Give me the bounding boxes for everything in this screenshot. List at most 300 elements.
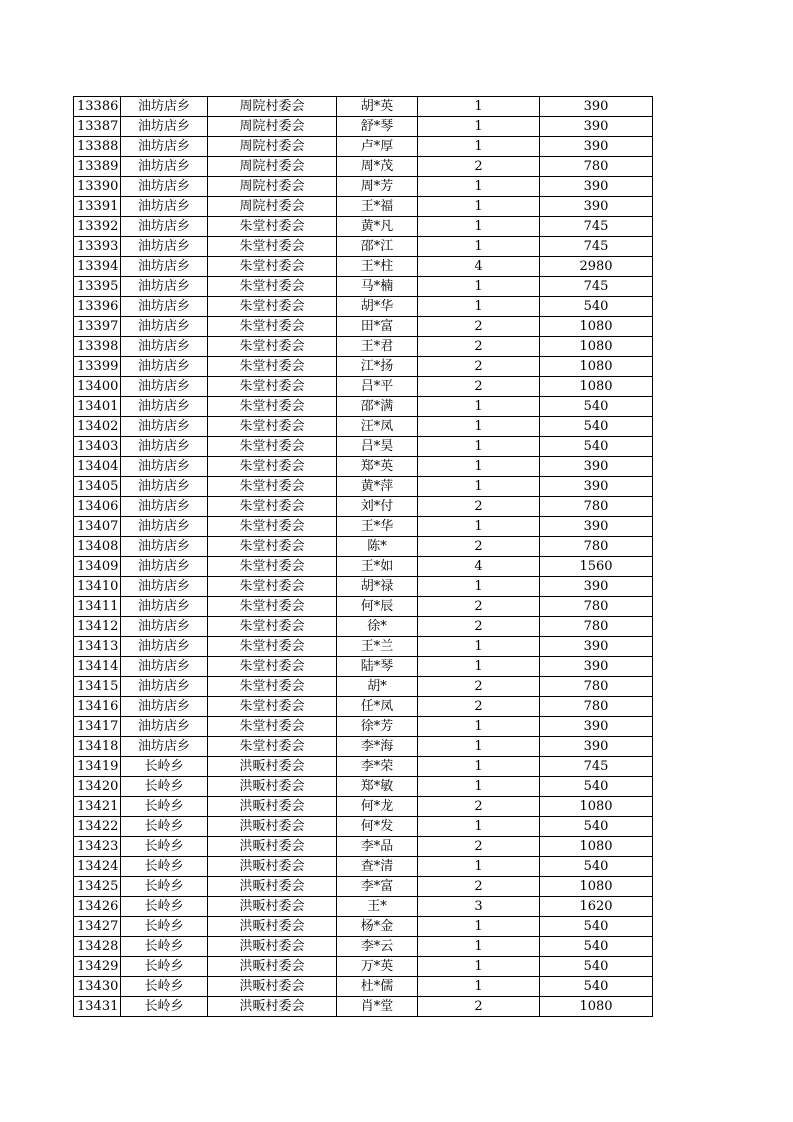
amount-cell: 540 xyxy=(540,297,653,317)
village-cell: 朱堂村委会 xyxy=(208,537,337,557)
town-cell: 长岭乡 xyxy=(121,837,208,857)
name-cell: 李*海 xyxy=(337,737,418,757)
record-id-cell: 13389 xyxy=(74,157,121,177)
count-cell: 1 xyxy=(418,397,540,417)
table-row xyxy=(74,597,653,617)
amount-cell: 540 xyxy=(540,777,653,797)
table-row xyxy=(74,917,653,937)
name-cell: 王*柱 xyxy=(337,257,418,277)
record-id-cell: 13414 xyxy=(74,657,121,677)
village-cell: 朱堂村委会 xyxy=(208,277,337,297)
count-cell: 4 xyxy=(418,557,540,577)
village-cell: 朱堂村委会 xyxy=(208,317,337,337)
name-cell: 胡*英 xyxy=(337,97,418,117)
amount-cell: 745 xyxy=(540,757,653,777)
table-row xyxy=(74,337,653,357)
table-row xyxy=(74,317,653,337)
record-id-cell: 13430 xyxy=(74,977,121,997)
record-id-cell: 13425 xyxy=(74,877,121,897)
town-cell: 油坊店乡 xyxy=(121,257,208,277)
name-cell: 胡* xyxy=(337,677,418,697)
count-cell: 4 xyxy=(418,257,540,277)
village-cell: 周院村委会 xyxy=(208,97,337,117)
amount-cell: 780 xyxy=(540,497,653,517)
count-cell: 1 xyxy=(418,277,540,297)
record-id-cell: 13392 xyxy=(74,217,121,237)
name-cell: 万*英 xyxy=(337,957,418,977)
town-cell: 油坊店乡 xyxy=(121,517,208,537)
name-cell: 周*茂 xyxy=(337,157,418,177)
village-cell: 朱堂村委会 xyxy=(208,717,337,737)
record-id-cell: 13386 xyxy=(74,97,121,117)
table-row xyxy=(74,677,653,697)
village-cell: 朱堂村委会 xyxy=(208,477,337,497)
town-cell: 油坊店乡 xyxy=(121,637,208,657)
amount-cell: 390 xyxy=(540,177,653,197)
amount-cell: 1080 xyxy=(540,317,653,337)
name-cell: 李*荣 xyxy=(337,757,418,777)
village-cell: 朱堂村委会 xyxy=(208,557,337,577)
data-table xyxy=(73,96,653,1017)
record-id-cell: 13413 xyxy=(74,637,121,657)
village-cell: 周院村委会 xyxy=(208,137,337,157)
amount-cell: 780 xyxy=(540,697,653,717)
name-cell: 徐*芳 xyxy=(337,717,418,737)
amount-cell: 390 xyxy=(540,577,653,597)
table-row xyxy=(74,177,653,197)
table-row xyxy=(74,577,653,597)
table-row xyxy=(74,297,653,317)
village-cell: 朱堂村委会 xyxy=(208,737,337,757)
record-id-cell: 13397 xyxy=(74,317,121,337)
record-id-cell: 13410 xyxy=(74,577,121,597)
name-cell: 何*辰 xyxy=(337,597,418,617)
table-row xyxy=(74,777,653,797)
table-row xyxy=(74,757,653,777)
village-cell: 洪畈村委会 xyxy=(208,777,337,797)
name-cell: 黄*凡 xyxy=(337,217,418,237)
town-cell: 长岭乡 xyxy=(121,857,208,877)
count-cell: 2 xyxy=(418,357,540,377)
name-cell: 王*福 xyxy=(337,197,418,217)
table-row xyxy=(74,797,653,817)
name-cell: 卢*厚 xyxy=(337,137,418,157)
name-cell: 徐* xyxy=(337,617,418,637)
village-cell: 朱堂村委会 xyxy=(208,637,337,657)
town-cell: 油坊店乡 xyxy=(121,157,208,177)
name-cell: 肖*堂 xyxy=(337,997,418,1017)
record-id-cell: 13393 xyxy=(74,237,121,257)
town-cell: 油坊店乡 xyxy=(121,677,208,697)
name-cell: 李*云 xyxy=(337,937,418,957)
name-cell: 王*华 xyxy=(337,517,418,537)
name-cell: 陆*琴 xyxy=(337,657,418,677)
amount-cell: 745 xyxy=(540,277,653,297)
town-cell: 油坊店乡 xyxy=(121,137,208,157)
name-cell: 舒*琴 xyxy=(337,117,418,137)
village-cell: 朱堂村委会 xyxy=(208,377,337,397)
town-cell: 油坊店乡 xyxy=(121,537,208,557)
count-cell: 1 xyxy=(418,217,540,237)
village-cell: 朱堂村委会 xyxy=(208,257,337,277)
town-cell: 油坊店乡 xyxy=(121,277,208,297)
amount-cell: 540 xyxy=(540,857,653,877)
village-cell: 洪畈村委会 xyxy=(208,877,337,897)
record-id-cell: 13400 xyxy=(74,377,121,397)
amount-cell: 1080 xyxy=(540,337,653,357)
count-cell: 2 xyxy=(418,617,540,637)
town-cell: 长岭乡 xyxy=(121,777,208,797)
amount-cell: 1080 xyxy=(540,797,653,817)
town-cell: 长岭乡 xyxy=(121,877,208,897)
name-cell: 郑*敏 xyxy=(337,777,418,797)
amount-cell: 390 xyxy=(540,737,653,757)
name-cell: 胡*华 xyxy=(337,297,418,317)
record-id-cell: 13431 xyxy=(74,997,121,1017)
village-cell: 洪畈村委会 xyxy=(208,937,337,957)
amount-cell: 1560 xyxy=(540,557,653,577)
amount-cell: 780 xyxy=(540,157,653,177)
name-cell: 江*扬 xyxy=(337,357,418,377)
record-id-cell: 13404 xyxy=(74,457,121,477)
amount-cell: 2980 xyxy=(540,257,653,277)
amount-cell: 390 xyxy=(540,137,653,157)
record-id-cell: 13409 xyxy=(74,557,121,577)
town-cell: 油坊店乡 xyxy=(121,577,208,597)
table-row xyxy=(74,837,653,857)
town-cell: 油坊店乡 xyxy=(121,617,208,637)
amount-cell: 1080 xyxy=(540,357,653,377)
name-cell: 任*凤 xyxy=(337,697,418,717)
town-cell: 长岭乡 xyxy=(121,757,208,777)
record-id-cell: 13417 xyxy=(74,717,121,737)
amount-cell: 780 xyxy=(540,677,653,697)
record-id-cell: 13391 xyxy=(74,197,121,217)
village-cell: 朱堂村委会 xyxy=(208,357,337,377)
village-cell: 周院村委会 xyxy=(208,157,337,177)
count-cell: 2 xyxy=(418,797,540,817)
table-row xyxy=(74,277,653,297)
name-cell: 李*富 xyxy=(337,877,418,897)
town-cell: 油坊店乡 xyxy=(121,337,208,357)
town-cell: 油坊店乡 xyxy=(121,317,208,337)
name-cell: 陈* xyxy=(337,537,418,557)
amount-cell: 540 xyxy=(540,417,653,437)
name-cell: 田*富 xyxy=(337,317,418,337)
count-cell: 1 xyxy=(418,177,540,197)
count-cell: 3 xyxy=(418,897,540,917)
village-cell: 朱堂村委会 xyxy=(208,457,337,477)
name-cell: 王*兰 xyxy=(337,637,418,657)
village-cell: 朱堂村委会 xyxy=(208,577,337,597)
amount-cell: 390 xyxy=(540,117,653,137)
village-cell: 周院村委会 xyxy=(208,177,337,197)
amount-cell: 390 xyxy=(540,477,653,497)
amount-cell: 780 xyxy=(540,617,653,637)
table-row xyxy=(74,97,653,117)
town-cell: 油坊店乡 xyxy=(121,657,208,677)
village-cell: 朱堂村委会 xyxy=(208,497,337,517)
amount-cell: 540 xyxy=(540,977,653,997)
table-row xyxy=(74,497,653,517)
count-cell: 1 xyxy=(418,237,540,257)
count-cell: 2 xyxy=(418,597,540,617)
record-id-cell: 13419 xyxy=(74,757,121,777)
name-cell: 刘*付 xyxy=(337,497,418,517)
record-id-cell: 13415 xyxy=(74,677,121,697)
town-cell: 油坊店乡 xyxy=(121,457,208,477)
record-id-cell: 13394 xyxy=(74,257,121,277)
amount-cell: 390 xyxy=(540,97,653,117)
record-id-cell: 13416 xyxy=(74,697,121,717)
record-id-cell: 13398 xyxy=(74,337,121,357)
count-cell: 2 xyxy=(418,537,540,557)
amount-cell: 390 xyxy=(540,657,653,677)
count-cell: 1 xyxy=(418,917,540,937)
record-id-cell: 13403 xyxy=(74,437,121,457)
name-cell: 李*品 xyxy=(337,837,418,857)
record-id-cell: 13395 xyxy=(74,277,121,297)
table-row xyxy=(74,557,653,577)
village-cell: 朱堂村委会 xyxy=(208,697,337,717)
village-cell: 朱堂村委会 xyxy=(208,397,337,417)
town-cell: 油坊店乡 xyxy=(121,357,208,377)
town-cell: 长岭乡 xyxy=(121,977,208,997)
town-cell: 油坊店乡 xyxy=(121,497,208,517)
town-cell: 长岭乡 xyxy=(121,937,208,957)
count-cell: 1 xyxy=(418,717,540,737)
name-cell: 周*芳 xyxy=(337,177,418,197)
count-cell: 2 xyxy=(418,997,540,1017)
table-row xyxy=(74,697,653,717)
table-row xyxy=(74,637,653,657)
table-body xyxy=(74,97,653,1017)
table-row xyxy=(74,977,653,997)
amount-cell: 540 xyxy=(540,937,653,957)
name-cell: 吕*昊 xyxy=(337,437,418,457)
table-row xyxy=(74,157,653,177)
amount-cell: 540 xyxy=(540,437,653,457)
table-row xyxy=(74,217,653,237)
table-row xyxy=(74,537,653,557)
name-cell: 邵*满 xyxy=(337,397,418,417)
count-cell: 1 xyxy=(418,737,540,757)
town-cell: 长岭乡 xyxy=(121,897,208,917)
count-cell: 2 xyxy=(418,337,540,357)
record-id-cell: 13426 xyxy=(74,897,121,917)
amount-cell: 745 xyxy=(540,217,653,237)
name-cell: 杜*儒 xyxy=(337,977,418,997)
record-id-cell: 13412 xyxy=(74,617,121,637)
count-cell: 1 xyxy=(418,117,540,137)
count-cell: 1 xyxy=(418,857,540,877)
name-cell: 胡*禄 xyxy=(337,577,418,597)
count-cell: 1 xyxy=(418,417,540,437)
record-id-cell: 13396 xyxy=(74,297,121,317)
town-cell: 长岭乡 xyxy=(121,797,208,817)
town-cell: 长岭乡 xyxy=(121,957,208,977)
village-cell: 朱堂村委会 xyxy=(208,657,337,677)
town-cell: 油坊店乡 xyxy=(121,117,208,137)
count-cell: 1 xyxy=(418,817,540,837)
count-cell: 2 xyxy=(418,837,540,857)
amount-cell: 1080 xyxy=(540,877,653,897)
count-cell: 1 xyxy=(418,517,540,537)
amount-cell: 390 xyxy=(540,457,653,477)
town-cell: 油坊店乡 xyxy=(121,417,208,437)
table-row xyxy=(74,397,653,417)
village-cell: 洪畈村委会 xyxy=(208,837,337,857)
town-cell: 长岭乡 xyxy=(121,817,208,837)
amount-cell: 540 xyxy=(540,957,653,977)
village-cell: 洪畈村委会 xyxy=(208,797,337,817)
record-id-cell: 13418 xyxy=(74,737,121,757)
count-cell: 1 xyxy=(418,577,540,597)
name-cell: 何*发 xyxy=(337,817,418,837)
table-row xyxy=(74,457,653,477)
town-cell: 长岭乡 xyxy=(121,917,208,937)
count-cell: 2 xyxy=(418,317,540,337)
amount-cell: 390 xyxy=(540,197,653,217)
table-row xyxy=(74,197,653,217)
record-id-cell: 13387 xyxy=(74,117,121,137)
record-id-cell: 13408 xyxy=(74,537,121,557)
village-cell: 洪畈村委会 xyxy=(208,957,337,977)
town-cell: 油坊店乡 xyxy=(121,237,208,257)
count-cell: 2 xyxy=(418,377,540,397)
count-cell: 1 xyxy=(418,977,540,997)
town-cell: 油坊店乡 xyxy=(121,437,208,457)
record-id-cell: 13390 xyxy=(74,177,121,197)
table-row xyxy=(74,357,653,377)
village-cell: 朱堂村委会 xyxy=(208,417,337,437)
table-row xyxy=(74,417,653,437)
village-cell: 洪畈村委会 xyxy=(208,977,337,997)
count-cell: 1 xyxy=(418,97,540,117)
village-cell: 朱堂村委会 xyxy=(208,217,337,237)
table-row xyxy=(74,477,653,497)
count-cell: 1 xyxy=(418,757,540,777)
table-row xyxy=(74,137,653,157)
town-cell: 油坊店乡 xyxy=(121,177,208,197)
record-id-cell: 13401 xyxy=(74,397,121,417)
count-cell: 1 xyxy=(418,437,540,457)
village-cell: 洪畈村委会 xyxy=(208,897,337,917)
record-id-cell: 13429 xyxy=(74,957,121,977)
count-cell: 2 xyxy=(418,877,540,897)
village-cell: 朱堂村委会 xyxy=(208,597,337,617)
record-id-cell: 13422 xyxy=(74,817,121,837)
name-cell: 吕*平 xyxy=(337,377,418,397)
amount-cell: 780 xyxy=(540,597,653,617)
count-cell: 1 xyxy=(418,937,540,957)
table-row xyxy=(74,437,653,457)
table-row xyxy=(74,257,653,277)
town-cell: 油坊店乡 xyxy=(121,217,208,237)
table-row xyxy=(74,237,653,257)
table-row xyxy=(74,897,653,917)
record-id-cell: 13407 xyxy=(74,517,121,537)
record-id-cell: 13411 xyxy=(74,597,121,617)
name-cell: 查*清 xyxy=(337,857,418,877)
count-cell: 2 xyxy=(418,497,540,517)
record-id-cell: 13399 xyxy=(74,357,121,377)
name-cell: 王*如 xyxy=(337,557,418,577)
amount-cell: 390 xyxy=(540,637,653,657)
village-cell: 朱堂村委会 xyxy=(208,437,337,457)
town-cell: 油坊店乡 xyxy=(121,397,208,417)
name-cell: 王*君 xyxy=(337,337,418,357)
count-cell: 1 xyxy=(418,197,540,217)
record-id-cell: 13406 xyxy=(74,497,121,517)
town-cell: 油坊店乡 xyxy=(121,97,208,117)
town-cell: 油坊店乡 xyxy=(121,377,208,397)
name-cell: 马*楠 xyxy=(337,277,418,297)
count-cell: 1 xyxy=(418,297,540,317)
count-cell: 1 xyxy=(418,957,540,977)
village-cell: 洪畈村委会 xyxy=(208,857,337,877)
amount-cell: 390 xyxy=(540,717,653,737)
table-row xyxy=(74,997,653,1017)
town-cell: 油坊店乡 xyxy=(121,697,208,717)
amount-cell: 1080 xyxy=(540,837,653,857)
amount-cell: 540 xyxy=(540,817,653,837)
amount-cell: 540 xyxy=(540,917,653,937)
table-row xyxy=(74,857,653,877)
town-cell: 油坊店乡 xyxy=(121,557,208,577)
table-row xyxy=(74,617,653,637)
count-cell: 1 xyxy=(418,777,540,797)
amount-cell: 780 xyxy=(540,537,653,557)
village-cell: 周院村委会 xyxy=(208,197,337,217)
town-cell: 油坊店乡 xyxy=(121,597,208,617)
record-id-cell: 13424 xyxy=(74,857,121,877)
table-row xyxy=(74,737,653,757)
town-cell: 油坊店乡 xyxy=(121,197,208,217)
name-cell: 王* xyxy=(337,897,418,917)
village-cell: 朱堂村委会 xyxy=(208,237,337,257)
name-cell: 汪*凤 xyxy=(337,417,418,437)
town-cell: 油坊店乡 xyxy=(121,737,208,757)
count-cell: 1 xyxy=(418,137,540,157)
table-row xyxy=(74,717,653,737)
name-cell: 黄*萍 xyxy=(337,477,418,497)
count-cell: 1 xyxy=(418,637,540,657)
town-cell: 油坊店乡 xyxy=(121,297,208,317)
village-cell: 洪畈村委会 xyxy=(208,917,337,937)
count-cell: 2 xyxy=(418,157,540,177)
record-id-cell: 13402 xyxy=(74,417,121,437)
name-cell: 何*龙 xyxy=(337,797,418,817)
town-cell: 油坊店乡 xyxy=(121,717,208,737)
name-cell: 郑*英 xyxy=(337,457,418,477)
amount-cell: 540 xyxy=(540,397,653,417)
town-cell: 油坊店乡 xyxy=(121,477,208,497)
table-row xyxy=(74,957,653,977)
record-id-cell: 13428 xyxy=(74,937,121,957)
village-cell: 朱堂村委会 xyxy=(208,517,337,537)
record-id-cell: 13421 xyxy=(74,797,121,817)
count-cell: 2 xyxy=(418,677,540,697)
town-cell: 长岭乡 xyxy=(121,997,208,1017)
count-cell: 2 xyxy=(418,697,540,717)
village-cell: 朱堂村委会 xyxy=(208,297,337,317)
amount-cell: 745 xyxy=(540,237,653,257)
village-cell: 朱堂村委会 xyxy=(208,617,337,637)
record-id-cell: 13420 xyxy=(74,777,121,797)
village-cell: 朱堂村委会 xyxy=(208,677,337,697)
village-cell: 周院村委会 xyxy=(208,117,337,137)
